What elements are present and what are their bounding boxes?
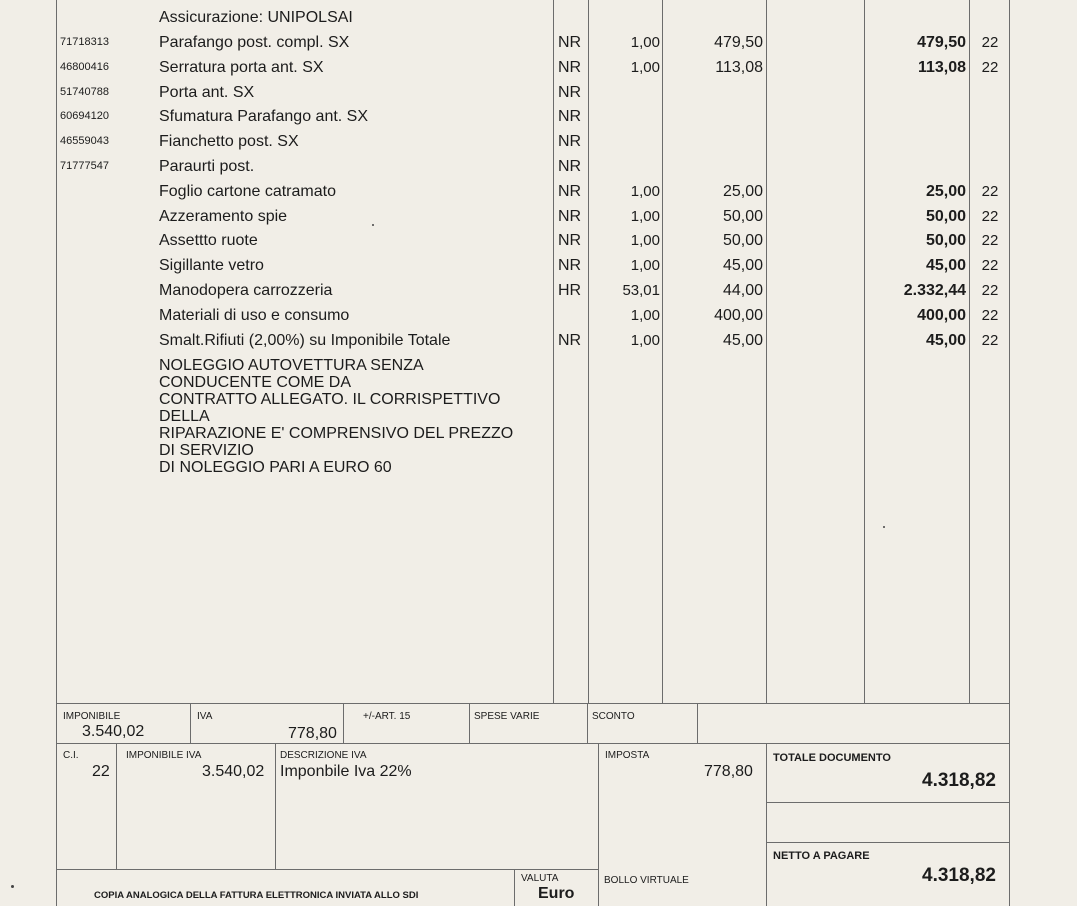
item-description: Sigillante vetro — [159, 257, 264, 275]
item-description: Manodopera carrozzeria — [159, 282, 333, 299]
vat-divider — [598, 743, 599, 906]
item-unit: NR — [558, 133, 582, 151]
table-row — [0, 154, 1077, 179]
netto-box-rule — [766, 842, 1010, 843]
item-amount: 400,00 — [917, 306, 966, 324]
valuta-label: VALUTA — [521, 873, 559, 884]
item-vat-rate: 22 — [981, 182, 999, 200]
item-unit-price: 45,00 — [722, 331, 763, 349]
note-line: CONDUCENTE COME DA — [159, 374, 352, 391]
item-vat-rate: 22 — [981, 257, 999, 275]
item-quantity: 1,00 — [630, 331, 660, 349]
ci-label: C.I. — [63, 750, 79, 761]
insurance-row — [0, 5, 1077, 30]
item-amount: 113,08 — [917, 58, 966, 76]
item-description: Sfumatura Parafango ant. SX — [159, 108, 369, 126]
item-vat-rate: 22 — [981, 306, 999, 324]
table-row — [0, 328, 1077, 353]
item-description: Parafango post. compl. SX — [159, 34, 350, 51]
item-code: 60694120 — [60, 110, 109, 123]
totals-top-rule — [56, 703, 1010, 704]
paper-speck — [883, 526, 885, 528]
table-row — [0, 303, 1077, 328]
item-unit: NR — [558, 331, 582, 349]
item-code: 51740788 — [60, 85, 109, 98]
note-line: NOLEGGIO AUTOVETTURA SENZA — [159, 357, 424, 374]
item-vat-rate: 22 — [981, 282, 999, 299]
table-row — [0, 204, 1077, 229]
item-unit-price: 50,00 — [722, 232, 763, 250]
item-unit: NR — [558, 182, 582, 200]
table-row — [0, 228, 1077, 253]
item-code: 46559043 — [60, 135, 109, 148]
item-vat-rate: 22 — [981, 207, 999, 225]
totale-documento-label: TOTALE DOCUMENTO — [773, 752, 891, 764]
imponibile-iva-label: IMPONIBILE IVA — [126, 750, 202, 761]
item-quantity: 1,00 — [630, 34, 660, 51]
item-unit: NR — [558, 232, 582, 250]
art15-label: +/-ART. 15 — [363, 711, 411, 722]
item-vat-rate: 22 — [981, 34, 999, 51]
valuta-value: Euro — [538, 885, 575, 902]
item-vat-rate: 22 — [981, 232, 999, 250]
item-unit-price: 479,50 — [714, 34, 763, 51]
item-amount: 2.332,44 — [903, 282, 966, 299]
imposta-value: 778,80 — [704, 763, 753, 780]
descrizione-iva-value: Imponbile Iva 22% — [280, 763, 412, 780]
table-row — [0, 129, 1077, 154]
item-unit: NR — [558, 158, 582, 175]
item-unit-price: 44,00 — [722, 282, 763, 299]
item-description: Fianchetto post. SX — [159, 133, 299, 151]
item-description: Materiali di uso e consumo — [159, 306, 350, 324]
iva-label: IVA — [197, 711, 213, 722]
netto-a-pagare-label: NETTO A PAGARE — [773, 850, 870, 862]
totals-divider — [190, 703, 191, 743]
paper-speck — [372, 224, 374, 226]
item-unit: NR — [558, 83, 582, 101]
spese-varie-label: SPESE VARIE — [474, 711, 540, 722]
insurance-line: Assicurazione: UNIPOLSAI — [159, 9, 353, 26]
table-row — [0, 179, 1077, 204]
item-quantity: 1,00 — [630, 232, 660, 250]
imponibile-value: 3.540,02 — [82, 723, 145, 740]
table-row — [0, 30, 1077, 55]
item-amount: 25,00 — [925, 182, 966, 200]
netto-a-pagare-value: 4.318,82 — [922, 865, 996, 886]
item-code: 71777547 — [60, 160, 109, 172]
vat-bottom-rule — [56, 869, 599, 870]
item-description: Azzeramento spie — [159, 207, 288, 225]
item-description: Serratura porta ant. SX — [159, 58, 324, 76]
bollo-virtuale-label: BOLLO VIRTUALE — [604, 875, 689, 886]
totale-documento-value: 4.318,82 — [922, 770, 996, 791]
item-amount: 479,50 — [917, 34, 966, 51]
note-line: DELLA — [159, 408, 210, 425]
item-description: Smalt.Rifiuti (2,00%) su Imponibile Totale — [159, 331, 451, 349]
item-quantity: 53,01 — [622, 282, 660, 299]
vat-divider — [275, 743, 276, 869]
copy-note: COPIA ANALOGICA DELLA FATTURA ELETTRONICA INVIATA ALLO SDI — [94, 890, 419, 901]
totals-divider — [697, 703, 698, 743]
item-amount: 45,00 — [925, 331, 966, 349]
item-quantity: 1,00 — [630, 257, 660, 275]
note-line: DI SERVIZIO — [159, 442, 254, 459]
note-line: DI NOLEGGIO PARI A EURO 60 — [159, 459, 392, 476]
imponibile-label: IMPONIBILE — [63, 711, 121, 722]
item-unit: NR — [558, 257, 582, 275]
item-unit: NR — [558, 207, 582, 225]
iva-value: 778,80 — [288, 725, 337, 742]
note-line: RIPARAZIONE E' COMPRENSIVO DEL PREZZO — [159, 425, 514, 442]
note-line: CONTRATTO ALLEGATO. IL CORRISPETTIVO — [159, 391, 501, 408]
table-row — [0, 278, 1077, 303]
item-quantity: 1,00 — [630, 58, 660, 76]
item-code: 46800416 — [60, 60, 109, 73]
item-unit-price: 45,00 — [722, 257, 763, 275]
item-unit-price: 25,00 — [722, 182, 763, 200]
totals-bottom-rule — [56, 743, 1010, 744]
item-unit: NR — [558, 58, 582, 76]
totals-divider — [343, 703, 344, 743]
item-description: Porta ant. SX — [159, 83, 255, 101]
total-box-rule — [766, 802, 1010, 803]
item-unit: NR — [558, 34, 582, 51]
table-row — [0, 55, 1077, 80]
item-unit-price: 50,00 — [722, 207, 763, 225]
item-description: Assettto ruote — [159, 232, 258, 250]
descrizione-iva-label: DESCRIZIONE IVA — [280, 750, 367, 761]
valuta-divider — [514, 869, 515, 906]
item-description: Paraurti post. — [159, 158, 255, 175]
item-quantity: 1,00 — [630, 207, 660, 225]
table-row — [0, 253, 1077, 278]
ci-value: 22 — [92, 763, 110, 780]
item-description: Foglio cartone catramato — [159, 182, 336, 200]
table-row — [0, 80, 1077, 105]
item-unit-price: 113,08 — [715, 58, 763, 76]
vat-divider — [116, 743, 117, 869]
item-code: 71718313 — [60, 36, 109, 48]
table-row — [0, 104, 1077, 129]
rental-note — [159, 357, 513, 476]
item-amount: 50,00 — [925, 232, 966, 250]
item-quantity: 1,00 — [630, 182, 660, 200]
item-amount: 50,00 — [925, 207, 966, 225]
item-vat-rate: 22 — [981, 331, 999, 349]
totals-divider — [587, 703, 588, 743]
paper-speck — [11, 885, 14, 888]
item-unit: NR — [558, 108, 582, 126]
imponibile-iva-value: 3.540,02 — [202, 763, 265, 780]
imposta-label: IMPOSTA — [605, 750, 650, 761]
item-vat-rate: 22 — [981, 58, 999, 76]
item-quantity: 1,00 — [630, 306, 660, 324]
item-unit: HR — [558, 282, 582, 299]
item-amount: 45,00 — [925, 257, 966, 275]
item-unit-price: 400,00 — [714, 306, 763, 324]
sconto-label: SCONTO — [592, 711, 635, 722]
vat-divider — [766, 743, 767, 906]
totals-divider — [469, 703, 470, 743]
